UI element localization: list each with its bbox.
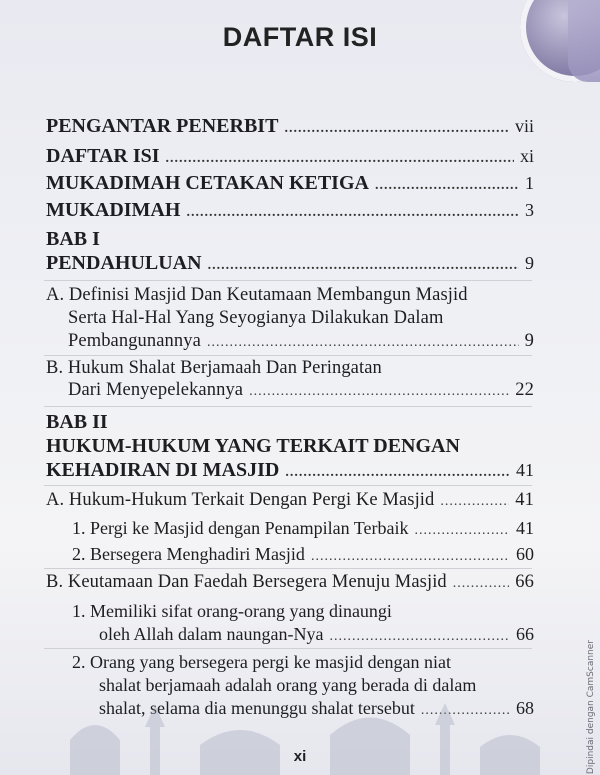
leader-dots <box>440 494 509 510</box>
leader-dots <box>285 465 510 481</box>
toc-page: xi <box>519 146 534 166</box>
toc-entry-pengantar[interactable] <box>46 115 534 138</box>
toc-entry-mukadimah-cetakan[interactable] <box>46 172 534 195</box>
toc-label: oleh Allah dalam naungan-Nya <box>99 624 324 644</box>
toc-page: 22 <box>515 380 534 400</box>
toc-entry-pendahuluan[interactable] <box>46 252 534 275</box>
toc-entry-bab2-a[interactable] <box>46 490 534 511</box>
divider <box>44 485 532 486</box>
toc-entry-bab1-b-line1: B. Hukum Shalat Berjamaah Dan Peringatan <box>46 358 382 378</box>
toc-label: 2. Bersegera Menghadiri Masjid <box>72 544 305 564</box>
toc-entry-mukadimah[interactable] <box>46 199 534 222</box>
leader-dots <box>453 576 510 592</box>
toc-page: 3 <box>525 200 534 220</box>
scanner-watermark: Dipindai dengan CamScanner <box>586 640 596 775</box>
page-number: xi <box>293 748 307 765</box>
toc-entry-daftar-isi[interactable] <box>46 145 534 168</box>
toc-entry-bab2-b[interactable] <box>46 572 534 593</box>
divider <box>44 568 532 569</box>
leader-dots <box>415 523 510 539</box>
leader-dots <box>249 384 509 400</box>
toc-label: shalat, selama dia menunggu shalat tersebut <box>99 698 415 718</box>
toc-label: B. Keutamaan Dan Faedah Bersegera Menuju Masjid <box>46 572 447 592</box>
toc-page: 41 <box>516 460 534 480</box>
toc-entry-bab2-a1[interactable] <box>72 518 534 539</box>
leader-dots <box>207 335 519 351</box>
toc-entry-bab1-a[interactable] <box>68 331 534 352</box>
toc-page: 9 <box>525 253 534 273</box>
divider <box>44 406 532 407</box>
leader-dots <box>166 151 514 167</box>
toc-entry-bab2-b2-line2: shalat berjamaah adalah orang yang berada di dalam <box>99 675 477 695</box>
toc-page: 41 <box>515 490 534 510</box>
toc-label: PENGANTAR PENERBIT <box>46 115 279 137</box>
chapter-heading-bab-1: BAB I <box>46 228 100 250</box>
toc-label: DAFTAR ISI <box>46 145 160 167</box>
toc-label: PENDAHULUAN <box>46 252 202 274</box>
toc-label: 1. Pergi ke Masjid dengan Penampilan Terbaik <box>72 518 409 538</box>
chapter-title-line1: HUKUM-HUKUM YANG TERKAIT DENGAN <box>46 435 460 457</box>
toc-entry-bab1-a-line2: Serta Hal-Hal Yang Seyogianya Dilakukan Dalam <box>68 308 444 328</box>
toc-page: 68 <box>516 698 534 718</box>
leader-dots <box>329 629 510 645</box>
toc-label: Pembangunannya <box>68 331 201 351</box>
chapter-heading-bab-2: BAB II <box>46 411 108 433</box>
toc-page: 66 <box>515 572 534 592</box>
toc-page: 1 <box>525 173 534 193</box>
leader-dots <box>208 258 519 274</box>
toc-page: 60 <box>516 544 534 564</box>
leader-dots <box>311 549 510 565</box>
toc-label: Dari Menyepelekannya <box>68 380 244 400</box>
toc-label: KEHADIRAN DI MASJID <box>46 459 280 481</box>
toc-page: vii <box>514 116 534 136</box>
page-title: DAFTAR ISI <box>222 22 378 52</box>
leader-dots <box>186 205 519 221</box>
divider <box>44 648 532 649</box>
toc-entry-bab2-a2[interactable] <box>72 544 534 565</box>
toc-label: MUKADIMAH <box>46 199 181 221</box>
leader-dots <box>284 121 509 137</box>
toc-label: A. Hukum-Hukum Terkait Dengan Pergi Ke Masjid <box>46 490 435 510</box>
toc-entry-bab1-a-line1: A. Definisi Masjid Dan Keutamaan Membangun Masjid <box>46 285 468 305</box>
toc-entry-bab2-b1-line1: 1. Memiliki sifat orang-orang yang dinaungi <box>72 601 392 621</box>
leader-dots <box>375 178 519 194</box>
toc-entry-bab2-b2-line1: 2. Orang yang bersegera pergi ke masjid dengan niat <box>72 652 452 672</box>
toc-entry-kehadiran[interactable] <box>46 459 534 482</box>
divider <box>44 280 532 281</box>
toc-entry-bab1-b[interactable] <box>68 380 534 401</box>
toc-entry-bab2-b1[interactable] <box>99 624 534 645</box>
toc-page: 9 <box>524 331 534 351</box>
divider <box>44 355 532 356</box>
toc-label: MUKADIMAH CETAKAN KETIGA <box>46 172 369 194</box>
toc-page: 66 <box>516 624 534 644</box>
toc-page: 41 <box>516 518 534 538</box>
